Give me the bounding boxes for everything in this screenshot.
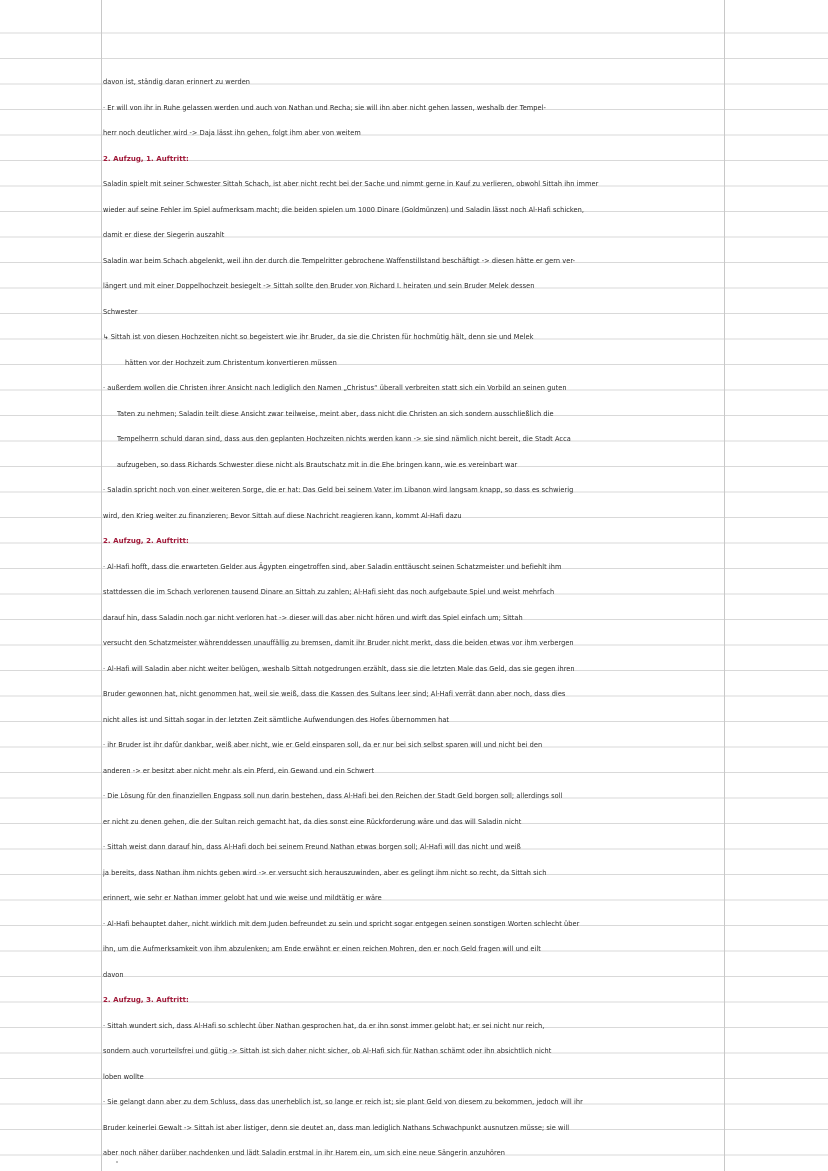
text-line: · Er will von ihr in Ruhe gelassen werden und auch von Nathan und Recha; sie will ihn aber nicht gehen lassen, weshalb der Tempel- [103, 103, 546, 112]
text-line: stattdessen die im Schach verlorenen tausend Dinare an Sittah zu zahlen; Al-Hafi sieht das noch aufgebaute Spiel und weist mehrfach [103, 588, 555, 596]
text-line: ja bereits, dass Nathan ihm nichts geben wird -> er versucht sich herauszuwinden, aber es gelingt ihm nicht so recht, da Sittah sich [103, 868, 547, 877]
text-line: anderen -> er besitzt aber nicht mehr als ein Pferd, ein Gewand und ein Schwert [103, 766, 375, 775]
text-line: davon ist, ständig daran erinnert zu werden [103, 78, 251, 86]
pencil-mark [116, 1161, 118, 1163]
text-line: · Saladin spricht noch von einer weiteren Sorge, die er hat: Das Geld bei seinem Vater im Libanon wird langsam knapp, so dass es schwierig [103, 486, 574, 494]
section-heading: 2. Aufzug, 1. Auftritt: [103, 154, 189, 163]
text-line: längert und mit einer Doppelhochzeit besiegelt -> Sittah sollte den Bruder von Richard I. heiraten und sein Bruder Melek dessen [103, 282, 535, 290]
text-line: Saladin spielt mit seiner Schwester Sittah Schach, ist aber nicht recht bei der Sache und nimmt gerne in Kauf zu verlieren, obwohl Sittah ihn immer [103, 180, 599, 188]
left-margin-line [101, 0, 102, 1171]
text-line: · Al-Hafi will Saladin aber nicht weiter belügen, weshalb Sittah notgedrungen erzählt, dass sie die letzten Male das Geld, das sie gegen ihren [103, 664, 575, 673]
text-line: Bruder keinerlei Gewalt -> Sittah ist aber listiger, denn sie deutet an, dass man lediglich Nathans Schwachpunkt ausnutzen müsse; sie will [103, 1123, 570, 1132]
text-line: damit er diese der Siegerin auszahlt [103, 231, 225, 239]
text-line: Schwester [103, 307, 138, 316]
text-line: ihn, um die Aufmerksamkeit von ihm abzulenken; am Ende erwähnt er einen reichen Mohren, den er noch Geld fragen will und eilt [103, 945, 541, 953]
text-line: · Al-Hafi behauptet daher, nicht wirklich mit dem Juden befreundet zu sein und spricht sogar entgegen seinen sonstigen Worten schlecht über [103, 919, 580, 928]
text-line: · Die Lösung für den finanziellen Engpass soll nun darin bestehen, dass Al-Hafi bei den Reichen der Stadt Geld borgen soll; allerdings soll [103, 792, 563, 800]
text-line: herr noch deutlicher wird -> Daja lässt ihn gehen, folgt ihm aber von weitem [103, 129, 361, 137]
text-line: Saladin war beim Schach abgelenkt, weil ihn der durch die Tempelritter gebrochene Waffenstillstand beschäftigt -> diesen hätte er gern ver- [103, 256, 576, 265]
section-heading: 2. Aufzug, 3. Auftritt: [103, 996, 189, 1004]
text-line: versucht den Schatzmeister währenddessen unauffällig zu bremsen, damit ihr Bruder nicht merkt, dass die beiden etwas vor ihm verbergen [103, 639, 574, 647]
text-line: · ihr Bruder ist ihr dafür dankbar, weiß aber nicht, wie er Geld einsparen soll, da er nur bei sich selbst sparen will und nicht bei den [103, 741, 543, 749]
right-margin-line [724, 0, 725, 1171]
text-line: wieder auf seine Fehler im Spiel aufmerksam macht; die beiden spielen um 1000 Dinare (Goldmünzen) und Saladin lässt noch Al-Hafi schicken, [103, 205, 585, 214]
text-line: Bruder gewonnen hat, nicht genommen hat, weil sie weiß, dass die Kassen des Sultans leer sind; Al-Hafi verrät dann aber noch, dass dies [103, 690, 566, 698]
text-line: aufzugeben, so dass Richards Schwester diese nicht als Brautschatz mit in die Ehe bringen kann, wie es vereinbart war [117, 460, 518, 469]
text-line: · außerdem wollen die Christen ihrer Ansicht nach lediglich den Namen „Christus“ überall verbreiten statt sich ein Vorbild an seinen guten [103, 384, 567, 392]
text-line: aber noch näher darüber nachdenken und lädt Saladin erstmal in ihr Harem ein, um sich eine neue Sängerin anzuhören [103, 1149, 505, 1157]
handwritten-notes [103, 70, 723, 1167]
text-line: hätten vor der Hochzeit zum Christentum konvertieren müssen [125, 358, 337, 367]
text-line: · Al-Hafi hofft, dass die erwarteten Gelder aus Ägypten eingetroffen sind, aber Saladin enttäuscht seinen Schatzmeister und befiehlt ihm [103, 562, 562, 571]
text-line: Tempelherrn schuld daran sind, dass aus den geplanten Hochzeiten nichts werden kann -> sie sind nämlich nicht bereit, die Stadt Acca [117, 435, 571, 443]
text-line: · Sittah weist dann darauf hin, dass Al-Hafi doch bei seinem Freund Nathan etwas borgen soll; Al-Hafi will das nicht und weiß [103, 843, 521, 851]
text-line: davon [103, 970, 124, 979]
text-line: erinnert, wie sehr er Nathan immer gelobt hat und wie weise und mildtätig er wäre [103, 894, 382, 902]
text-line: ↳ Sittah ist von diesen Hochzeiten nicht so begeistert wie ihr Bruder, da sie die Christen für hochmütig hält, denn sie und Melek [103, 333, 534, 341]
section-heading: 2. Aufzug, 2. Auftritt: [103, 537, 189, 545]
text-line: sondern auch vorurteilsfrei und gütig -> Sittah ist sich daher nicht sicher, ob Al-Hafi sich für Nathan schämt oder ihn absichtlich nicht [103, 1047, 552, 1055]
text-line: wird, den Krieg weiter zu finanzieren; Bevor Sittah auf diese Nachricht reagieren kann, kommt Al-Hafi dazu [103, 511, 462, 520]
text-line: Taten zu nehmen; Saladin teilt diese Ansicht zwar teilweise, meint aber, dass nicht die Christen an sich sondern ausschließlich die [117, 409, 554, 418]
text-line: er nicht zu denen gehen, die der Sultan reich gemacht hat, da dies sonst eine Rückforderung wäre und das will Saladin nicht [103, 817, 522, 826]
text-line: · Sie gelangt dann aber zu dem Schluss, dass das unerheblich ist, so lange er reich ist; sie plant Geld von diesem zu bekommen, jedoch will ihr [103, 1098, 583, 1106]
text-line: loben wollte [103, 1072, 144, 1081]
text-line: darauf hin, dass Saladin noch gar nicht verloren hat -> dieser will das aber nicht hören und wirft das Spiel einfach um; Sittah [103, 613, 523, 622]
text-line: nicht alles ist und Sittah sogar in der letzten Zeit sämtliche Aufwendungen des Hofes übernommen hat [103, 715, 450, 724]
text-line: · Sittah wundert sich, dass Al-Hafi so schlecht über Nathan gesprochen hat, da er ihn sonst immer gelobt hat; er sei nicht nur reich, [103, 1021, 545, 1030]
